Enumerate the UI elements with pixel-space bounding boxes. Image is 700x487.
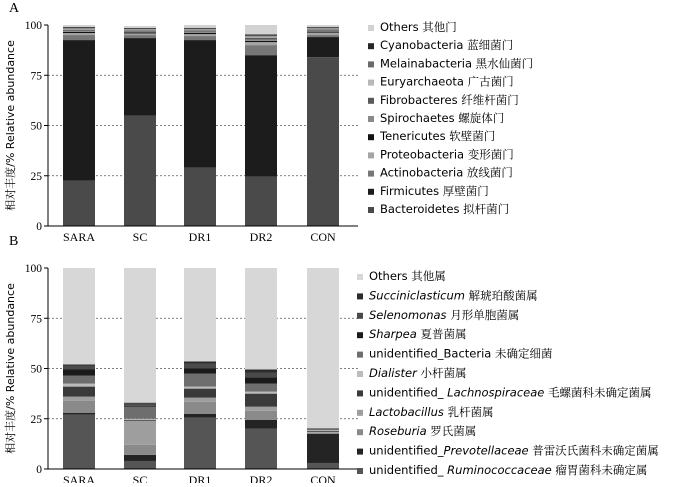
legend-label: Actinobacteria 放线菌门 bbox=[380, 166, 513, 180]
legend-label: Spirochaetes 螺旋体门 bbox=[380, 111, 504, 125]
legend-swatch bbox=[368, 134, 374, 140]
legend-label bbox=[369, 366, 466, 380]
bar-segment bbox=[63, 413, 95, 415]
legend-label-part: 夏普菌属 bbox=[417, 327, 467, 341]
bar-segment bbox=[124, 421, 156, 445]
legend-swatch bbox=[357, 449, 363, 455]
bar-segment bbox=[124, 32, 156, 33]
legend-label: Melainabacteria 黑水仙菌门 bbox=[380, 56, 533, 70]
bar-segment bbox=[63, 370, 95, 376]
bar-segment bbox=[184, 28, 216, 29]
x-tick-label: CON bbox=[310, 473, 336, 483]
bar-segment bbox=[184, 36, 216, 40]
bar-segment bbox=[307, 28, 339, 29]
legend-label bbox=[369, 424, 476, 438]
bar-segment bbox=[245, 370, 277, 373]
bar-segment bbox=[184, 414, 216, 418]
bar-segment bbox=[245, 268, 277, 370]
bar-segment bbox=[245, 394, 277, 407]
bar-segment bbox=[184, 363, 216, 368]
y-tick-label: 25 bbox=[31, 414, 43, 426]
legend-label bbox=[369, 385, 652, 399]
bar-segment bbox=[245, 25, 277, 34]
bar-segment bbox=[245, 38, 277, 40]
legend-swatch bbox=[368, 207, 374, 213]
bar-segment bbox=[307, 434, 339, 463]
panel-label: A bbox=[9, 1, 20, 16]
legend-label bbox=[369, 444, 659, 458]
legend-label: Cyanobacteria 蓝细菌门 bbox=[380, 38, 513, 52]
bar-segment bbox=[307, 37, 339, 57]
legend-label-italic: Dialister bbox=[369, 366, 418, 380]
x-tick-label: CON bbox=[310, 230, 336, 244]
y-axis-label: 相对丰度/% Relative abundance bbox=[3, 283, 17, 454]
bar-segment bbox=[245, 41, 277, 42]
bar-segment bbox=[63, 364, 95, 365]
bar-segment bbox=[307, 432, 339, 433]
bar-segment bbox=[184, 402, 216, 414]
bar-segment bbox=[63, 415, 95, 469]
bar-segment bbox=[245, 36, 277, 37]
bar-segment bbox=[184, 40, 216, 168]
legend-swatch bbox=[357, 390, 363, 396]
bar-segment bbox=[124, 420, 156, 421]
bar-segment bbox=[245, 420, 277, 429]
bar-segment bbox=[124, 29, 156, 30]
chart-panel-a bbox=[3, 1, 533, 244]
legend-swatch bbox=[368, 61, 374, 67]
bar-segment bbox=[63, 25, 95, 27]
bar-segment bbox=[307, 25, 339, 27]
y-tick-label: 50 bbox=[31, 121, 43, 133]
bar-segment bbox=[63, 32, 95, 33]
bar-segment bbox=[184, 361, 216, 363]
bar-segment bbox=[245, 42, 277, 45]
legend-label-part: 乳杆菌属 bbox=[444, 405, 494, 419]
bar-segment bbox=[307, 428, 339, 429]
bar-segment bbox=[63, 31, 95, 32]
panel-label: B bbox=[9, 234, 18, 249]
x-tick-label: DR1 bbox=[189, 473, 212, 483]
legend-swatch bbox=[368, 152, 374, 158]
y-axis-label: 相对丰度/% Relative abundance bbox=[3, 40, 17, 211]
x-tick-label: SARA bbox=[63, 230, 95, 244]
legend-label-italic: Ruminococcaceae bbox=[447, 463, 552, 477]
x-tick-label: DR1 bbox=[189, 230, 212, 244]
legend-label-part: 罗氏菌属 bbox=[427, 424, 477, 438]
bar-segment bbox=[124, 28, 156, 29]
x-tick-label: SARA bbox=[63, 473, 95, 483]
bar-segment bbox=[307, 463, 339, 469]
bar-segment bbox=[184, 398, 216, 402]
bar-segment bbox=[184, 418, 216, 469]
bar-segment bbox=[124, 33, 156, 35]
legend-label-part: 瘤胃菌科未确定属 bbox=[552, 463, 648, 477]
legend-label-italic: Roseburia bbox=[369, 424, 427, 438]
legend-label-italic: Succiniclasticum bbox=[369, 288, 465, 302]
bar-segment bbox=[307, 430, 339, 431]
bar-segment bbox=[307, 33, 339, 35]
bar-segment bbox=[63, 401, 95, 413]
legend-swatch bbox=[368, 25, 374, 31]
y-tick-label: 75 bbox=[31, 313, 43, 325]
bar-segment bbox=[184, 30, 216, 31]
bar-segment bbox=[184, 387, 216, 389]
x-tick-label: DR2 bbox=[250, 230, 273, 244]
legend-label-part: unidentified_ bbox=[369, 463, 447, 477]
bar-segment bbox=[245, 407, 277, 411]
bar-segment bbox=[184, 34, 216, 36]
legend-swatch bbox=[357, 410, 363, 416]
bar-segment bbox=[63, 40, 95, 181]
bar-segment bbox=[245, 373, 277, 378]
legend-swatch bbox=[368, 43, 374, 49]
bar-segment bbox=[245, 40, 277, 41]
legend-label: Tenericutes 软壁菌门 bbox=[379, 129, 495, 143]
bar-segment bbox=[63, 27, 95, 28]
bar-segment bbox=[245, 411, 277, 420]
bar-segment bbox=[124, 404, 156, 406]
legend-label: Others 其他属 bbox=[369, 269, 446, 283]
bar-segment bbox=[124, 461, 156, 469]
y-tick-label: 100 bbox=[25, 263, 43, 275]
legend-swatch bbox=[368, 98, 374, 104]
legend-swatch bbox=[357, 429, 363, 435]
legend-label-part: unidentified_ bbox=[369, 385, 447, 399]
y-tick-label: 100 bbox=[25, 20, 43, 32]
legend-label-part: unidentified_ bbox=[369, 444, 444, 458]
bar-segment bbox=[245, 45, 277, 55]
x-tick-label: DR2 bbox=[250, 473, 273, 483]
bar-segment bbox=[307, 57, 339, 226]
bar-segment bbox=[63, 181, 95, 226]
legend-label: Bacteroidetes 拟杆菌门 bbox=[380, 202, 509, 216]
legend-label bbox=[369, 463, 647, 477]
legend-swatch bbox=[368, 171, 374, 177]
bar-segment bbox=[63, 30, 95, 31]
bar-segment bbox=[184, 374, 216, 387]
bar-segment bbox=[245, 35, 277, 36]
bar-segment bbox=[63, 29, 95, 30]
bar-segment bbox=[184, 168, 216, 226]
bar-segment bbox=[63, 384, 95, 387]
bar-segment bbox=[184, 32, 216, 33]
bar-segment bbox=[307, 31, 339, 32]
bar-segment bbox=[124, 38, 156, 115]
y-tick-label: 0 bbox=[36, 221, 42, 233]
bar-segment bbox=[184, 33, 216, 34]
legend-label-italic: Prevotellaceae bbox=[444, 444, 529, 458]
chart-panel-b bbox=[3, 234, 659, 483]
legend-label-part: 小杆菌属 bbox=[417, 366, 467, 380]
legend-swatch bbox=[357, 468, 363, 474]
bar-segment bbox=[245, 392, 277, 394]
bar-segment bbox=[184, 369, 216, 374]
x-tick-label: SC bbox=[133, 473, 148, 483]
legend-swatch bbox=[368, 80, 374, 86]
bar-segment bbox=[124, 445, 156, 455]
bar-segment bbox=[245, 55, 277, 177]
bar-segment bbox=[124, 419, 156, 420]
bar-segment bbox=[307, 433, 339, 434]
bar-segment bbox=[124, 406, 156, 407]
bar-segment bbox=[307, 28, 339, 29]
y-tick-label: 50 bbox=[31, 364, 43, 376]
legend-label bbox=[369, 405, 494, 419]
bar-segment bbox=[63, 268, 95, 364]
bar-segment bbox=[124, 29, 156, 30]
bar-segment bbox=[184, 29, 216, 30]
bar-segment bbox=[63, 35, 95, 40]
x-tick-label: SC bbox=[133, 230, 148, 244]
bar-segment bbox=[124, 403, 156, 404]
bar-segment bbox=[124, 35, 156, 38]
legend-swatch bbox=[357, 274, 363, 280]
legend-label-part: 普雷沃氏菌科未确定菌属 bbox=[529, 444, 659, 458]
bar-segment bbox=[184, 268, 216, 361]
legend-label-part: 解琥珀酸菌属 bbox=[465, 288, 538, 302]
bar-segment bbox=[124, 455, 156, 461]
bar-segment bbox=[124, 31, 156, 32]
legend-label: unidentified_Bacteria 未确定细菌 bbox=[369, 347, 552, 361]
bar-segment bbox=[184, 25, 216, 28]
bar-segment bbox=[245, 177, 277, 226]
legend-label: Euryarchaeota 广古菌门 bbox=[380, 75, 514, 89]
bar-segment bbox=[124, 115, 156, 226]
legend-label: Others 其他门 bbox=[380, 20, 457, 34]
legend-swatch bbox=[357, 352, 363, 358]
bar-segment bbox=[124, 268, 156, 403]
bar-segment bbox=[124, 407, 156, 419]
legend-label-italic: Sharpea bbox=[369, 327, 417, 341]
legend-label bbox=[369, 288, 538, 302]
bar-segment bbox=[63, 376, 95, 384]
y-tick-label: 0 bbox=[36, 464, 42, 476]
bar-segment bbox=[245, 378, 277, 384]
bar-segment bbox=[307, 35, 339, 37]
bar-segment bbox=[307, 268, 339, 428]
bar-segment bbox=[63, 397, 95, 401]
bar-segment bbox=[307, 29, 339, 30]
bar-segment bbox=[307, 431, 339, 432]
legend-swatch bbox=[357, 332, 363, 338]
y-tick-label: 75 bbox=[31, 70, 43, 82]
legend-label-italic: Selenomonas bbox=[369, 308, 447, 322]
y-tick-label: 25 bbox=[31, 171, 43, 183]
legend-label: Proteobacteria 变形菌门 bbox=[380, 147, 514, 161]
bar-segment bbox=[124, 26, 156, 28]
legend-swatch bbox=[368, 116, 374, 122]
legend-label: Firmicutes 厚壁菌门 bbox=[380, 184, 489, 198]
bar-segment bbox=[307, 430, 339, 431]
bar-segment bbox=[307, 27, 339, 28]
bar-segment bbox=[307, 32, 339, 33]
bar-segment bbox=[245, 34, 277, 35]
bar-segment bbox=[63, 387, 95, 397]
legend-label bbox=[369, 327, 466, 341]
bar-segment bbox=[184, 389, 216, 398]
legend-label bbox=[369, 308, 519, 322]
legend-swatch bbox=[357, 293, 363, 299]
bar-segment bbox=[245, 429, 277, 469]
legend-label-part: 月形单胞菌属 bbox=[447, 308, 520, 322]
legend-swatch bbox=[368, 189, 374, 195]
legend-label-part: 毛螺菌科未确定菌属 bbox=[544, 385, 651, 399]
legend-label: Fibrobacteres 纤维杆菌门 bbox=[380, 93, 519, 107]
bar-segment bbox=[63, 33, 95, 35]
legend-swatch bbox=[357, 313, 363, 319]
bar-segment bbox=[245, 384, 277, 392]
legend-label-italic: Lachnospiraceae bbox=[447, 385, 544, 399]
bar-segment bbox=[63, 28, 95, 29]
legend-label-italic: Lactobacillus bbox=[369, 405, 444, 419]
legend-swatch bbox=[357, 371, 363, 377]
bar-segment bbox=[63, 365, 95, 369]
bar-segment bbox=[184, 29, 216, 30]
bar-segment bbox=[124, 30, 156, 31]
